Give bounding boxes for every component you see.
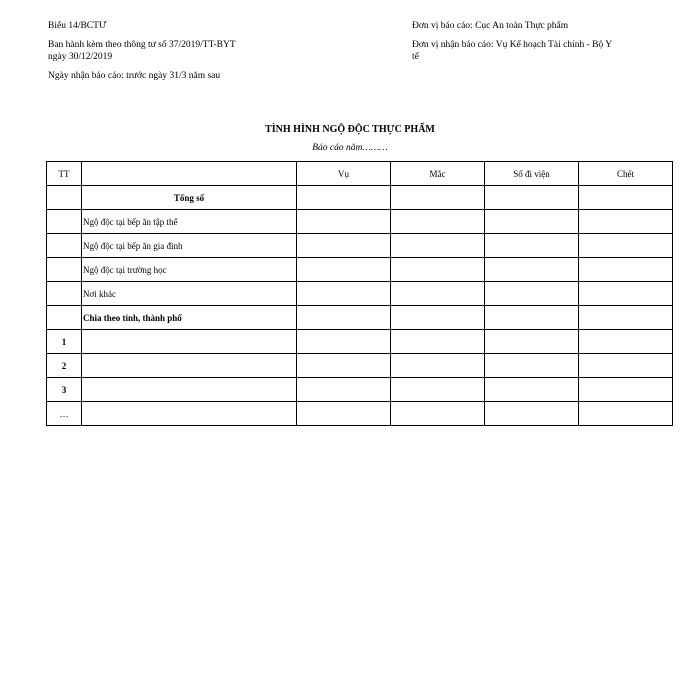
cell-mac: [391, 378, 485, 402]
row-tt: [47, 210, 82, 234]
row-tt: [47, 186, 82, 210]
cell-mac: [391, 210, 485, 234]
cell-chet: [579, 306, 673, 330]
row-tt: …: [47, 402, 82, 426]
header-left: [48, 20, 238, 89]
reporting-unit: Đơn vị báo cáo: Cục An toàn Thực phẩm: [412, 21, 569, 31]
column-header-mac: Mắc: [391, 162, 485, 186]
row-label: [82, 402, 297, 426]
table-row: [47, 402, 673, 426]
cell-so-di-vien: [485, 258, 579, 282]
cell-chet: [579, 330, 673, 354]
cell-vu: [297, 354, 391, 378]
cell-so-di-vien: [485, 330, 579, 354]
table-row: [47, 330, 673, 354]
cell-chet: [579, 234, 673, 258]
table-row: [47, 186, 673, 210]
receiving-unit: Đơn vị nhận báo cáo: Vụ Kế hoạch Tài chính - Bộ Y tế: [412, 40, 612, 62]
cell-mac: [391, 306, 485, 330]
cell-so-di-vien: [485, 234, 579, 258]
column-header-vu: Vụ: [297, 162, 391, 186]
column-header-so-di-vien: Số đi viện: [485, 162, 579, 186]
row-tt: [47, 306, 82, 330]
row-label: Ngộ độc tại bếp ăn gia đình: [82, 234, 297, 258]
row-tt: [47, 234, 82, 258]
cell-chet: [579, 186, 673, 210]
cell-chet: [579, 282, 673, 306]
cell-vu: [297, 402, 391, 426]
row-label: Tổng số: [82, 186, 297, 210]
cell-mac: [391, 234, 485, 258]
cell-chet: [579, 402, 673, 426]
receive-date: Ngày nhận báo cáo: trước ngày 31/3 năm sau: [48, 71, 221, 81]
cell-so-di-vien: [485, 186, 579, 210]
cell-mac: [391, 402, 485, 426]
cell-chet: [579, 378, 673, 402]
cell-mac: [391, 282, 485, 306]
cell-vu: [297, 210, 391, 234]
row-label: [82, 378, 297, 402]
issued-with-circular: Ban hành kèm theo thông tư số 37/2019/TT-BYT ngày 30/12/2019: [48, 40, 236, 62]
cell-so-di-vien: [485, 378, 579, 402]
column-header-name: [82, 162, 297, 186]
cell-vu: [297, 258, 391, 282]
row-label: [82, 330, 297, 354]
cell-so-di-vien: [485, 282, 579, 306]
table-row: [47, 234, 673, 258]
form-code: Biểu 14/BCTƯ: [48, 21, 107, 31]
cell-so-di-vien: [485, 354, 579, 378]
cell-vu: [297, 186, 391, 210]
table-row: [47, 378, 673, 402]
row-label: Ngộ độc tại trường học: [82, 258, 297, 282]
cell-chet: [579, 210, 673, 234]
cell-mac: [391, 258, 485, 282]
row-tt: 1: [47, 330, 82, 354]
food-poisoning-table: [46, 161, 673, 426]
row-label: [82, 354, 297, 378]
cell-so-di-vien: [485, 210, 579, 234]
row-tt: 3: [47, 378, 82, 402]
cell-vu: [297, 330, 391, 354]
cell-vu: [297, 282, 391, 306]
cell-vu: [297, 306, 391, 330]
report-title: TÌNH HÌNH NGỘ ĐỘC THỰC PHẨM: [265, 124, 435, 135]
row-tt: [47, 258, 82, 282]
table-row: [47, 282, 673, 306]
row-label: Nơi khác: [82, 282, 297, 306]
cell-so-di-vien: [485, 402, 579, 426]
row-tt: 2: [47, 354, 82, 378]
row-label: Chia theo tỉnh, thành phố: [82, 306, 297, 330]
column-header-tt: TT: [47, 162, 82, 186]
cell-so-di-vien: [485, 306, 579, 330]
header-right: [412, 20, 612, 70]
row-tt: [47, 282, 82, 306]
cell-mac: [391, 186, 485, 210]
column-header-chet: Chết: [579, 162, 673, 186]
cell-mac: [391, 330, 485, 354]
cell-chet: [579, 354, 673, 378]
report-subtitle: Báo cáo năm………: [312, 143, 388, 153]
cell-chet: [579, 258, 673, 282]
cell-mac: [391, 354, 485, 378]
cell-vu: [297, 378, 391, 402]
table-header-row: [47, 162, 673, 186]
cell-vu: [297, 234, 391, 258]
table-row: [47, 306, 673, 330]
table-row: [47, 210, 673, 234]
table-row: [47, 258, 673, 282]
row-label: Ngộ độc tại bếp ăn tập thể: [82, 210, 297, 234]
table-row: [47, 354, 673, 378]
